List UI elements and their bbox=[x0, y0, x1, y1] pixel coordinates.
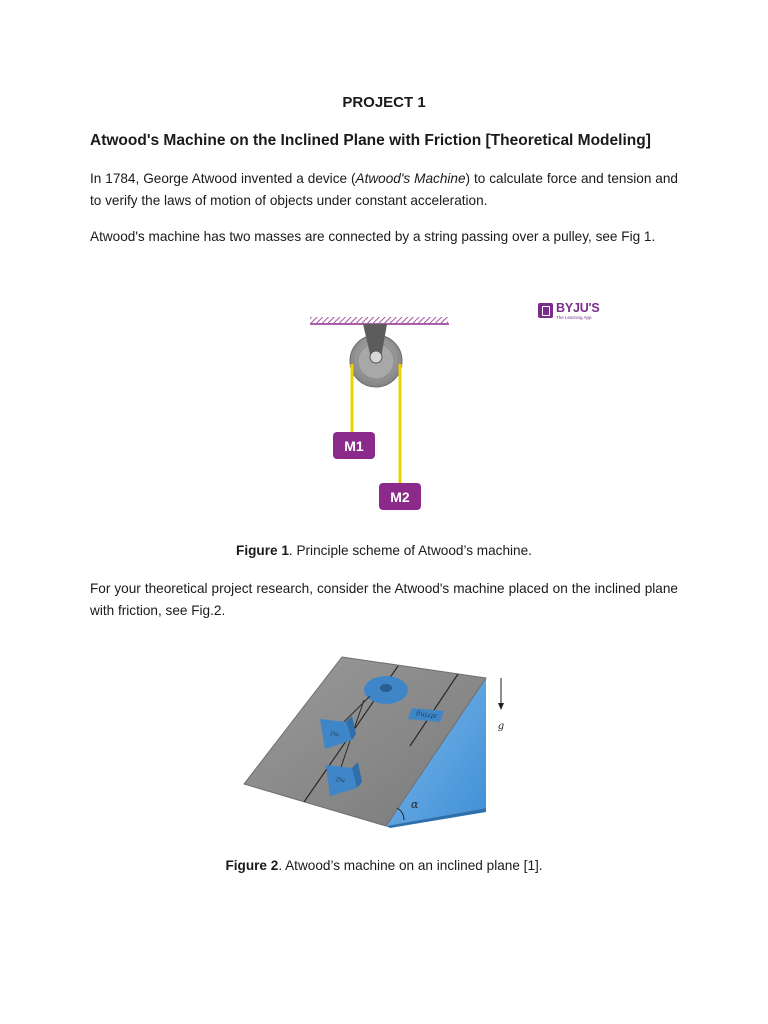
figure2-caption-text: . Atwood’s machine on an inclined plane [1]. bbox=[278, 858, 543, 873]
gravity-label: g bbox=[497, 721, 505, 732]
byjus-logo-tagline: The Learning App bbox=[556, 315, 592, 320]
intro-italic-term: Atwood's Machine bbox=[355, 171, 466, 186]
intro-text-start: In 1784, George Atwood invented a device ( bbox=[90, 171, 356, 186]
gravity-arrow bbox=[498, 678, 504, 710]
block-m1-label: m1 bbox=[328, 728, 340, 739]
figure1-caption-text: . Principle scheme of Atwood’s machine. bbox=[288, 543, 532, 558]
string-tag-label: string bbox=[415, 709, 438, 721]
mass-m1-label: M1 bbox=[344, 438, 364, 454]
angle-label: α bbox=[411, 798, 419, 811]
figure2-caption-label: Figure 2 bbox=[225, 858, 279, 873]
description-paragraph: Atwood's machine has two masses are connected by a string passing over a pulley, see Fig 1. bbox=[90, 229, 656, 244]
mass-m2-label: M2 bbox=[390, 489, 410, 505]
document-heading: Atwood's Machine on the Inclined Plane with Friction [Theoretical Modeling] bbox=[90, 132, 651, 149]
research-paragraph: For your theoretical project research, consider the Atwood's machine placed on the inclined plane with friction, see Fig.2. bbox=[90, 581, 678, 618]
byjus-logo-name: BYJU'S bbox=[556, 301, 600, 315]
figure1-caption-label: Figure 1 bbox=[236, 543, 289, 558]
project-title: PROJECT 1 bbox=[342, 94, 426, 111]
figure2-caption bbox=[0, 858, 768, 873]
incline-pulley bbox=[364, 676, 408, 704]
intro-text-end: ) to calculate force and tension and to verify the laws of motion of objects under constant acceleration. bbox=[90, 171, 678, 208]
block-m2-label: m2 bbox=[334, 774, 346, 785]
